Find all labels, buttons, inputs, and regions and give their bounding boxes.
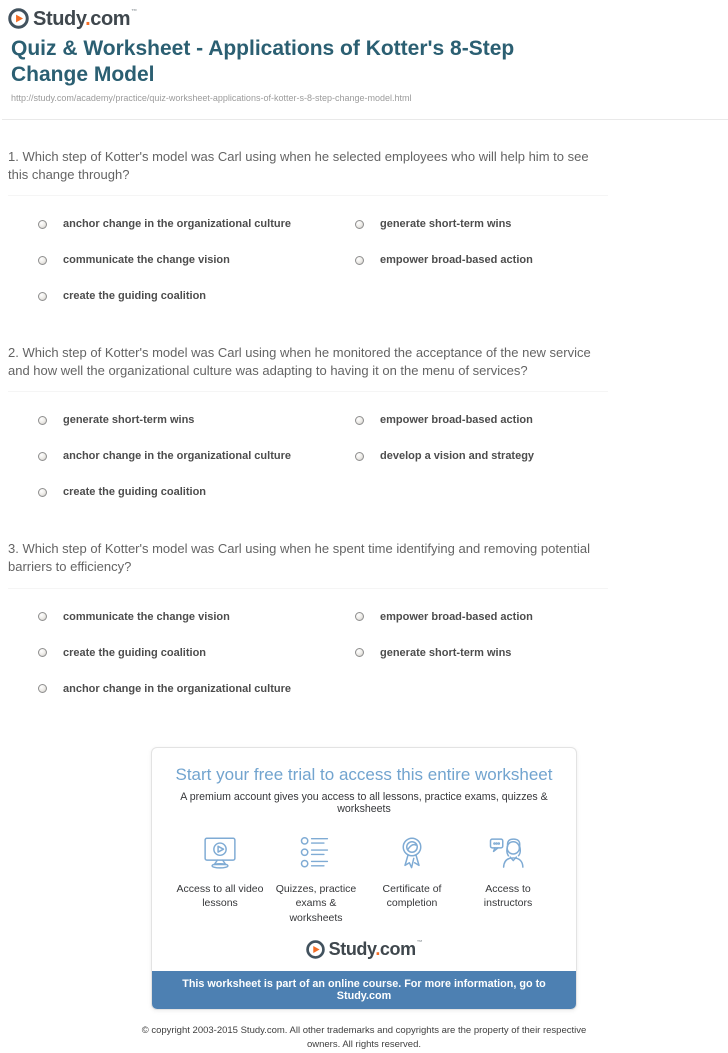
video-lessons-icon <box>174 833 266 875</box>
copyright-notice: © copyright 2003-2015 Study.com. All other trademarks and copyrights are the property of their respective owners. All rights reserved. <box>141 1024 587 1051</box>
radio-button-icon[interactable] <box>355 256 364 265</box>
question-3-option-e[interactable]: generate short-term wins <box>355 635 533 671</box>
question-2-option-b[interactable]: anchor change in the organizational culture <box>38 438 355 474</box>
radio-button-icon[interactable] <box>38 488 47 497</box>
question-3 <box>8 540 720 706</box>
play-logo-icon <box>306 940 325 959</box>
question-3-text: 3. Which step of Kotter's model was Carl using when he spent time identifying and removing potential barriers to efficiency? <box>8 540 608 588</box>
question-3-option-a[interactable]: communicate the change vision <box>38 599 355 635</box>
header-divider <box>2 119 728 120</box>
question-2-text: 2. Which step of Kotter's model was Carl using when he monitored the acceptance of the new service and how well the organizational culture was adapting to having it on the menu of services? <box>8 344 608 392</box>
studycom-logo-footer[interactable] <box>306 940 423 959</box>
question-1-option-c[interactable]: create the guiding coalition <box>38 278 355 314</box>
question-3-option-c[interactable]: anchor change in the organizational culture <box>38 671 355 707</box>
radio-button-icon[interactable] <box>355 648 364 657</box>
trademark-symbol: ™ <box>416 940 423 947</box>
question-1-option-b[interactable]: communicate the change vision <box>38 242 355 278</box>
logo-wordmark: Study.com™ <box>33 7 137 30</box>
promo-subheading: A premium account gives you access to all lessons, practice exams, quizzes & worksheets <box>180 790 548 815</box>
radio-button-icon[interactable] <box>355 416 364 425</box>
feature-certificate: Certificate of completion <box>366 833 458 926</box>
free-trial-promo-card <box>151 747 577 1010</box>
question-1-option-e[interactable]: empower broad-based action <box>355 242 533 278</box>
feature-list <box>152 815 576 926</box>
promo-heading[interactable]: Start your free trial to access this entire worksheet <box>175 764 553 784</box>
question-2 <box>8 344 720 510</box>
radio-button-icon[interactable] <box>38 648 47 657</box>
radio-button-icon[interactable] <box>38 684 47 693</box>
feature-video-lessons: Access to all video lessons <box>174 833 266 926</box>
question-1-option-d[interactable]: generate short-term wins <box>355 206 533 242</box>
feature-instructors: Access to instructors <box>462 833 554 926</box>
radio-button-icon[interactable] <box>355 612 364 621</box>
feature-quizzes: Quizzes, practice exams & worksheets <box>270 833 362 926</box>
page-title: Quiz & Worksheet - Applications of Kotter's 8-Step Change Model <box>11 37 515 86</box>
question-2-option-a[interactable]: generate short-term wins <box>38 402 355 438</box>
course-info-banner: This worksheet is part of an online course. For more information, go to Study.com <box>152 971 576 1009</box>
quiz-body <box>8 148 720 706</box>
question-2-option-e[interactable]: develop a vision and strategy <box>355 438 534 474</box>
studycom-link[interactable]: Study.com <box>336 989 392 1002</box>
question-3-option-d[interactable]: empower broad-based action <box>355 599 533 635</box>
question-1-text: 1. Which step of Kotter's model was Carl using when he selected employees who will help him to see this change through? <box>8 148 608 196</box>
radio-button-icon[interactable] <box>38 256 47 265</box>
question-1 <box>8 148 720 314</box>
question-3-option-b[interactable]: create the guiding coalition <box>38 635 355 671</box>
trademark-symbol: ™ <box>131 8 137 15</box>
logo-wordmark: Study.com™ <box>328 939 423 960</box>
question-2-option-d[interactable]: empower broad-based action <box>355 402 534 438</box>
radio-button-icon[interactable] <box>38 220 47 229</box>
instructors-icon <box>462 833 554 875</box>
radio-button-icon[interactable] <box>38 452 47 461</box>
radio-button-icon[interactable] <box>355 220 364 229</box>
studycom-logo[interactable] <box>8 8 137 29</box>
certificate-icon <box>366 833 458 875</box>
question-2-option-c[interactable]: create the guiding coalition <box>38 474 355 510</box>
radio-button-icon[interactable] <box>38 416 47 425</box>
radio-button-icon[interactable] <box>38 612 47 621</box>
radio-button-icon[interactable] <box>38 292 47 301</box>
play-logo-icon <box>8 8 29 29</box>
quizzes-icon <box>270 833 362 875</box>
page-url: http://study.com/academy/practice/quiz-worksheet-applications-of-kotter-s-8-step-change-model.html <box>11 93 412 104</box>
radio-button-icon[interactable] <box>355 452 364 461</box>
question-1-option-a[interactable]: anchor change in the organizational culture <box>38 206 355 242</box>
